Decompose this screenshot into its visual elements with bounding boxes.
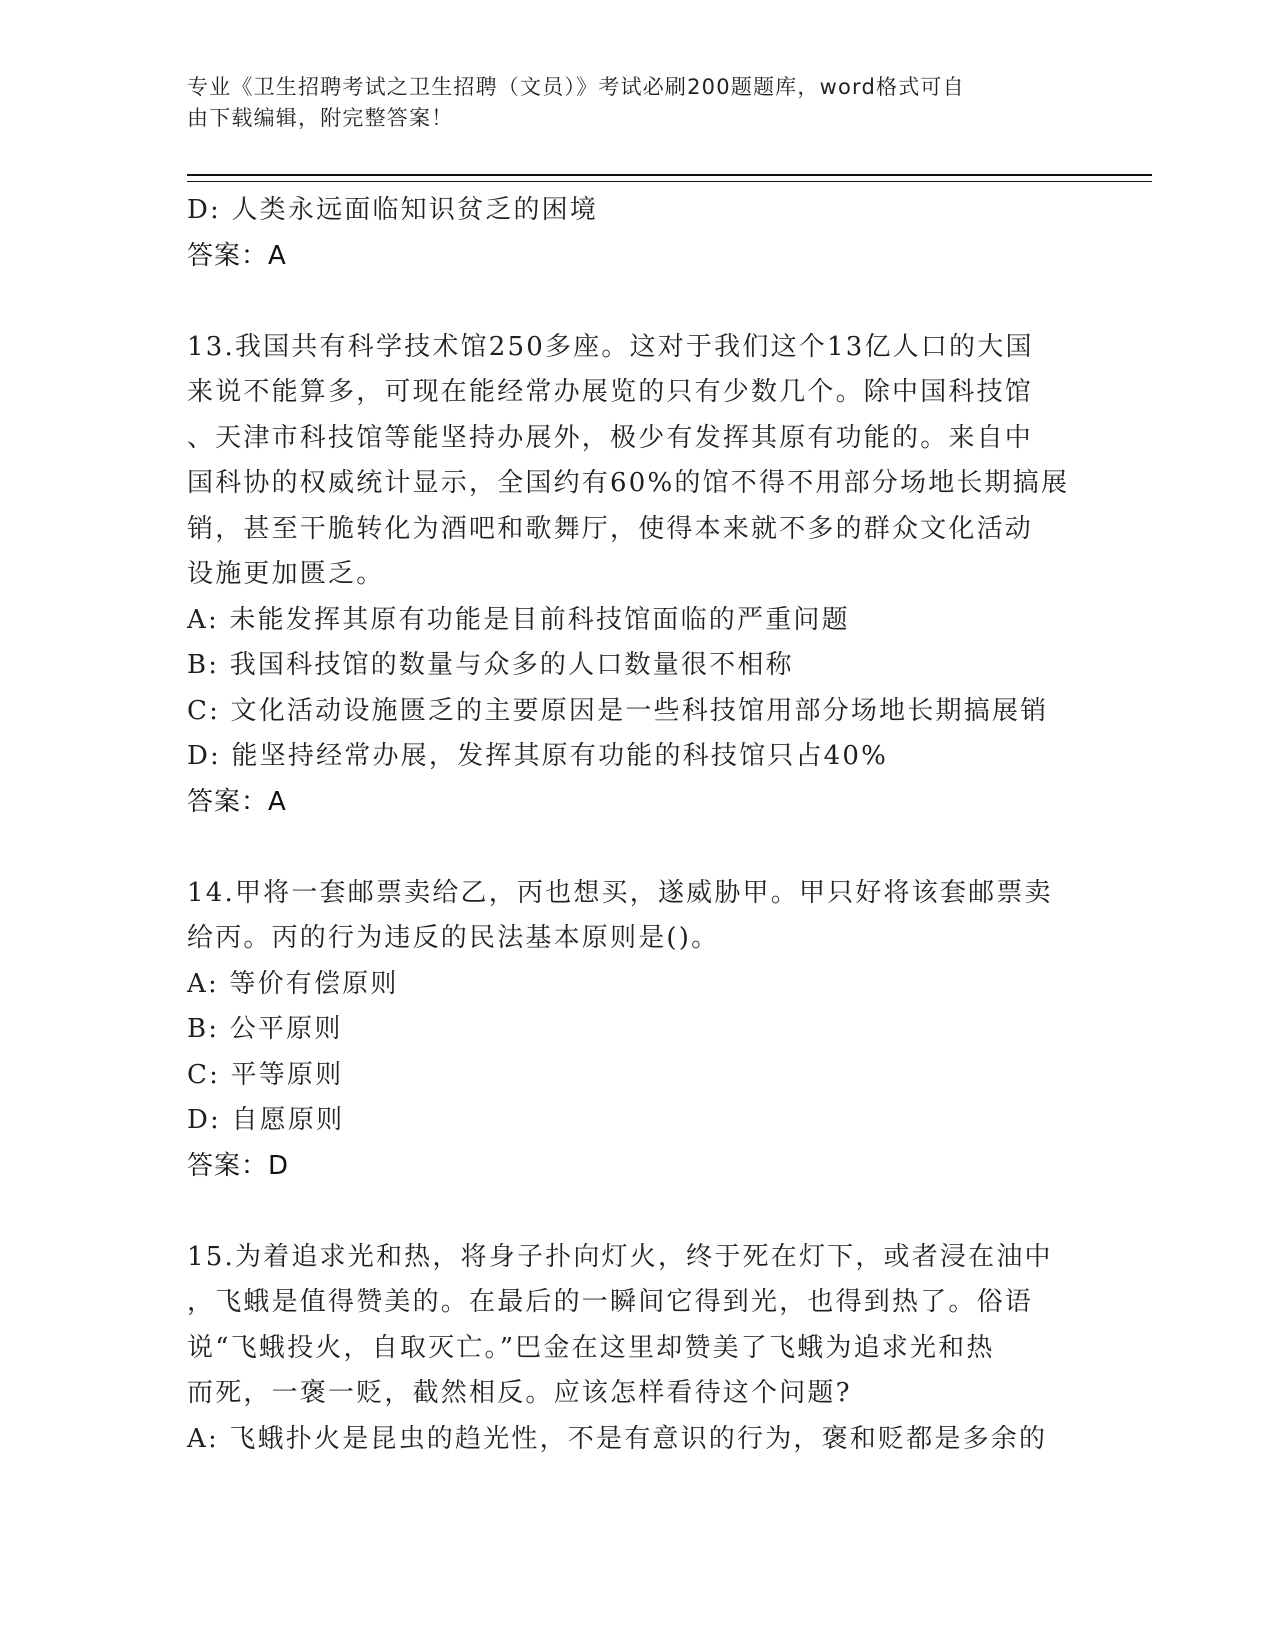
option-a: A: 等价有偿原则 bbox=[187, 968, 399, 999]
option-b: B: 我国科技馆的数量与众多的人口数量很不相称 bbox=[187, 650, 794, 680]
question-text-line: 15.为着追求光和热，将身子扑向灯火，终于死在灯下，或者浸在油中 bbox=[187, 1241, 1053, 1272]
header-title-line-1: 专业《卫生招聘考试之卫生招聘（文员）》考试必刷200题题库，word格式可自 bbox=[187, 75, 965, 99]
option-c: C: 文化活动设施匮乏的主要原因是一些科技馆用部分场地长期搞展销 bbox=[187, 695, 1049, 726]
question-15 bbox=[187, 1235, 1087, 1463]
header-divider-thick bbox=[187, 174, 1152, 176]
option-a: A: 飞蛾扑火是昆虫的趋光性，不是有意识的行为，褒和贬都是多余的 bbox=[187, 1423, 1048, 1454]
question-text-line: ，飞蛾是值得赞美的。在最后的一瞬间它得到光，也得到热了。俗语 bbox=[187, 1287, 1034, 1317]
document-body bbox=[187, 188, 1087, 1462]
question-text-line: 而死，一褒一贬，截然相反。应该怎样看待这个问题? bbox=[187, 1378, 852, 1408]
option-a: A: 未能发挥其原有功能是目前科技馆面临的严重问题 bbox=[187, 604, 850, 635]
header-title-line-2: 由下载编辑，附完整答案！ bbox=[187, 106, 454, 130]
spacer bbox=[187, 279, 1087, 325]
option-b: B: 公平原则 bbox=[187, 1014, 343, 1044]
spacer bbox=[187, 1189, 1087, 1235]
question-text-line: 销，甚至干脆转化为酒吧和歌舞厅，使得本来就不多的群众文化活动 bbox=[187, 513, 1034, 544]
header-divider-thin bbox=[187, 181, 1152, 182]
question-text-line: 给丙。丙的行为违反的民法基本原则是()。 bbox=[187, 923, 720, 953]
answer-line: 答案：A bbox=[187, 240, 287, 271]
question-text-line: 国科协的权威统计显示，全国约有60%的馆不得不用部分场地长期搞展 bbox=[187, 468, 1070, 498]
spacer bbox=[187, 825, 1087, 871]
question-text-line: 、天津市科技馆等能坚持办展外，极少有发挥其原有功能的。来自中 bbox=[187, 422, 1034, 453]
previous-question-tail bbox=[187, 188, 1087, 279]
question-text-line: 设施更加匮乏。 bbox=[187, 559, 385, 589]
question-13 bbox=[187, 325, 1087, 826]
question-text-line: 说“飞蛾投火，自取灭亡。”巴金在这里却赞美了飞蛾为追求光和热 bbox=[187, 1332, 995, 1363]
option-c: C: 平等原则 bbox=[187, 1059, 344, 1090]
answer-line: 答案：A bbox=[187, 786, 287, 817]
question-text-line: 14.甲将一套邮票卖给乙，丙也想买，遂威胁甲。甲只好将该套邮票卖 bbox=[187, 877, 1053, 908]
option-d: D: 人类永远面临知识贫乏的困境 bbox=[187, 195, 599, 225]
option-d: D: 自愿原则 bbox=[187, 1105, 345, 1135]
option-d: D: 能坚持经常办展，发挥其原有功能的科技馆只占40% bbox=[187, 741, 889, 771]
document-header bbox=[187, 72, 1067, 134]
answer-line: 答案：D bbox=[187, 1150, 290, 1181]
question-text-line: 来说不能算多，可现在能经常办展览的只有少数几个。除中国科技馆 bbox=[187, 377, 1034, 407]
question-14 bbox=[187, 871, 1087, 1190]
question-text-line: 13.我国共有科学技术馆250多座。这对于我们这个13亿人口的大国 bbox=[187, 331, 1034, 362]
